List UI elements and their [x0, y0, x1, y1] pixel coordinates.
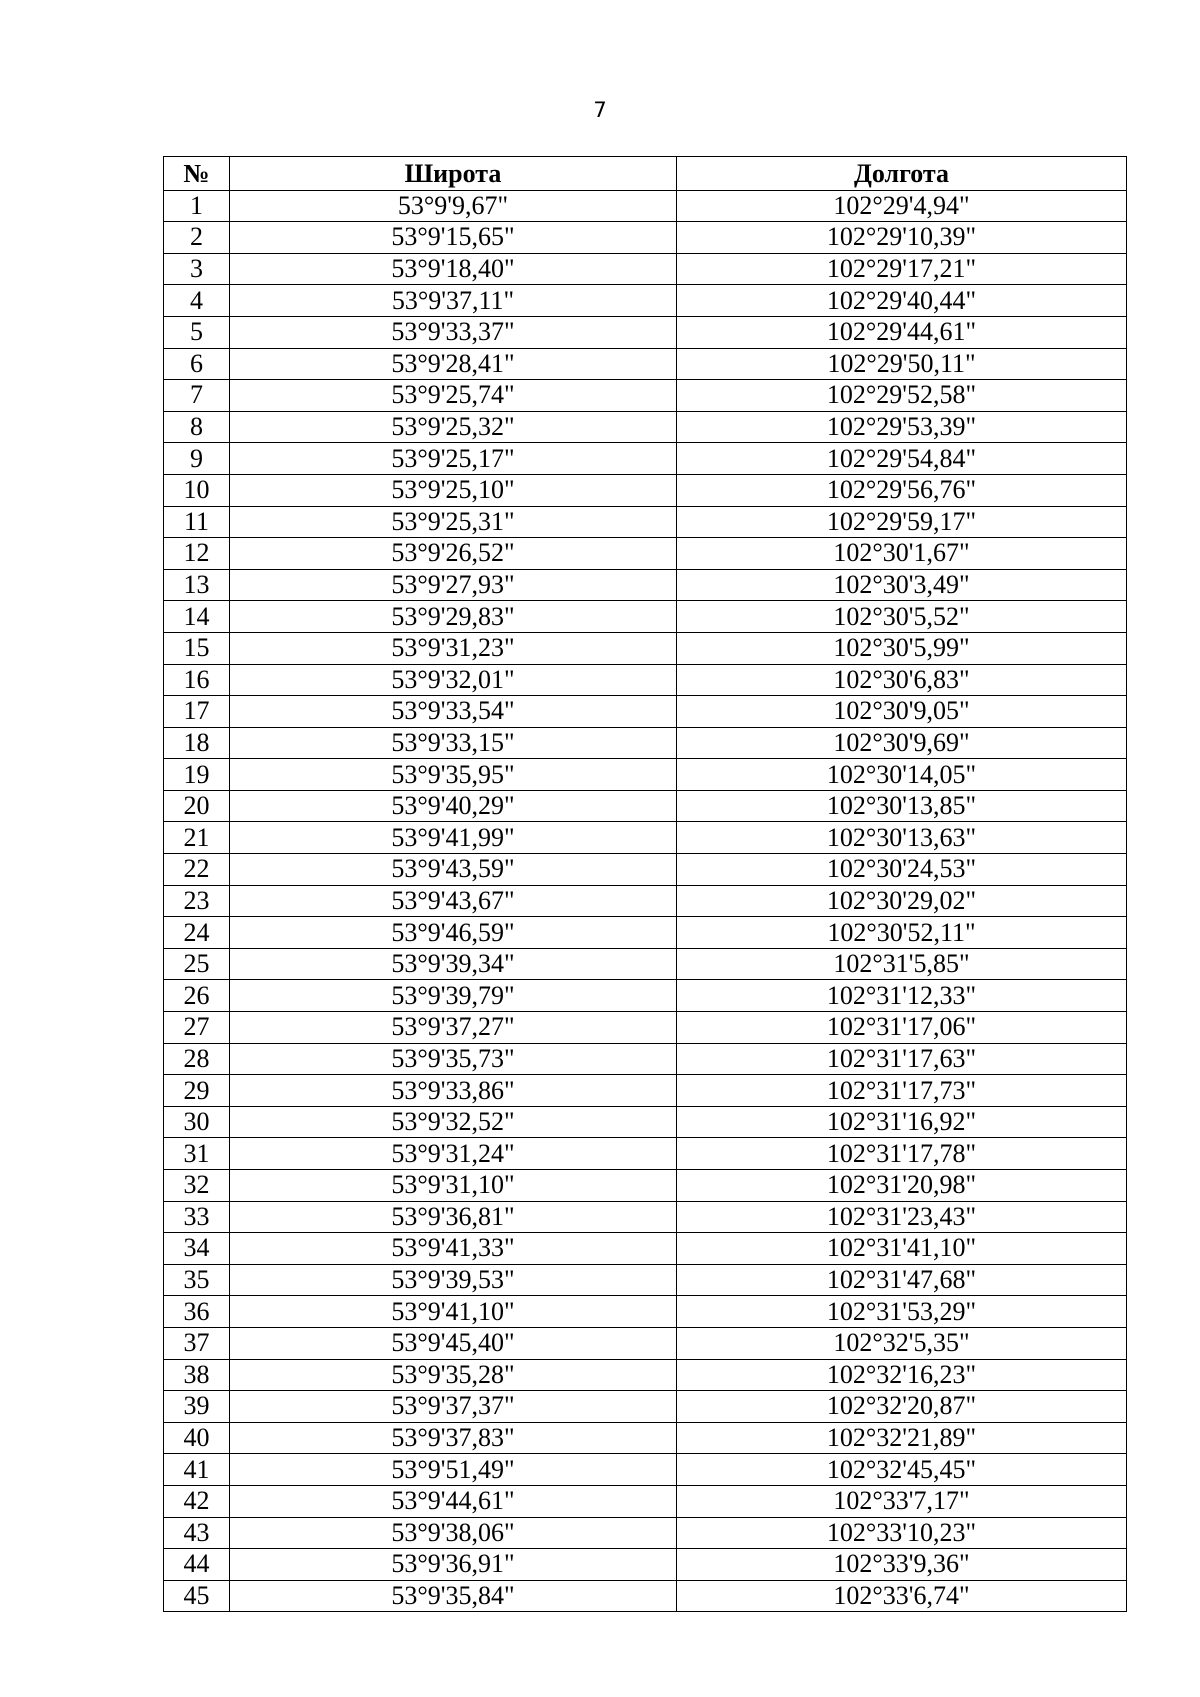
- table-row: [164, 474, 1127, 506]
- latitude-cell: 53°9'36,81": [230, 1201, 677, 1233]
- longitude-cell: 102°31'16,92": [677, 1106, 1127, 1138]
- table-row: [164, 917, 1127, 949]
- table-row: [164, 443, 1127, 475]
- point-number-cell: 38: [164, 1359, 230, 1391]
- point-number-cell: 14: [164, 601, 230, 633]
- latitude-cell: 53°9'26,52": [230, 538, 677, 570]
- latitude-cell: 53°9'37,27": [230, 1012, 677, 1044]
- longitude-cell: 102°30'13,85": [677, 790, 1127, 822]
- point-number-cell: 26: [164, 980, 230, 1012]
- latitude-cell: 53°9'31,23": [230, 632, 677, 664]
- longitude-cell: 102°30'13,63": [677, 822, 1127, 854]
- longitude-cell: 102°31'53,29": [677, 1296, 1127, 1328]
- longitude-cell: 102°29'59,17": [677, 506, 1127, 538]
- longitude-cell: 102°30'1,67": [677, 538, 1127, 570]
- table-body: [164, 190, 1127, 1612]
- longitude-cell: 102°29'53,39": [677, 411, 1127, 443]
- longitude-cell: 102°30'5,52": [677, 601, 1127, 633]
- table-row: [164, 1549, 1127, 1581]
- point-number-cell: 5: [164, 316, 230, 348]
- table-row: [164, 601, 1127, 633]
- point-number-cell: 24: [164, 917, 230, 949]
- latitude-cell: 53°9'36,91": [230, 1549, 677, 1581]
- table-row: [164, 316, 1127, 348]
- latitude-cell: 53°9'39,53": [230, 1264, 677, 1296]
- longitude-cell: 102°31'17,78": [677, 1138, 1127, 1170]
- point-number-cell: 1: [164, 190, 230, 222]
- latitude-cell: 53°9'43,67": [230, 885, 677, 917]
- longitude-cell: 102°29'56,76": [677, 474, 1127, 506]
- longitude-cell: 102°32'5,35": [677, 1327, 1127, 1359]
- table-row: [164, 980, 1127, 1012]
- point-number-cell: 18: [164, 727, 230, 759]
- point-number-cell: 12: [164, 538, 230, 570]
- table-row: [164, 1043, 1127, 1075]
- table-row: [164, 1327, 1127, 1359]
- latitude-cell: 53°9'33,15": [230, 727, 677, 759]
- longitude-cell: 102°31'12,33": [677, 980, 1127, 1012]
- point-number-cell: 15: [164, 632, 230, 664]
- longitude-cell: 102°32'21,89": [677, 1422, 1127, 1454]
- latitude-cell: 53°9'35,28": [230, 1359, 677, 1391]
- point-number-cell: 27: [164, 1012, 230, 1044]
- point-number-cell: 8: [164, 411, 230, 443]
- longitude-cell: 102°31'23,43": [677, 1201, 1127, 1233]
- table-row: [164, 1517, 1127, 1549]
- table-row: [164, 885, 1127, 917]
- longitude-cell: 102°33'6,74": [677, 1580, 1127, 1612]
- table-row: [164, 1422, 1127, 1454]
- longitude-cell: 102°29'10,39": [677, 222, 1127, 254]
- table-row: [164, 380, 1127, 412]
- longitude-cell: 102°31'17,73": [677, 1075, 1127, 1107]
- longitude-cell: 102°31'20,98": [677, 1170, 1127, 1202]
- latitude-cell: 53°9'39,34": [230, 948, 677, 980]
- latitude-cell: 53°9'33,37": [230, 316, 677, 348]
- latitude-cell: 53°9'37,37": [230, 1391, 677, 1423]
- table-row: [164, 948, 1127, 980]
- latitude-cell: 53°9'37,83": [230, 1422, 677, 1454]
- latitude-cell: 53°9'37,11": [230, 285, 677, 317]
- table-row: [164, 538, 1127, 570]
- latitude-cell: 53°9'41,10": [230, 1296, 677, 1328]
- latitude-cell: 53°9'51,49": [230, 1454, 677, 1486]
- longitude-cell: 102°31'17,63": [677, 1043, 1127, 1075]
- latitude-cell: 53°9'18,40": [230, 253, 677, 285]
- longitude-cell: 102°29'4,94": [677, 190, 1127, 222]
- point-number-cell: 6: [164, 348, 230, 380]
- latitude-cell: 53°9'25,31": [230, 506, 677, 538]
- latitude-cell: 53°9'46,59": [230, 917, 677, 949]
- table-row: [164, 727, 1127, 759]
- point-number-cell: 40: [164, 1422, 230, 1454]
- latitude-cell: 53°9'45,40": [230, 1327, 677, 1359]
- table-row: [164, 1233, 1127, 1265]
- page-number: 7: [593, 98, 607, 122]
- longitude-cell: 102°30'5,99": [677, 632, 1127, 664]
- latitude-cell: 53°9'29,83": [230, 601, 677, 633]
- point-number-cell: 39: [164, 1391, 230, 1423]
- latitude-cell: 53°9'32,01": [230, 664, 677, 696]
- longitude-cell: 102°29'52,58": [677, 380, 1127, 412]
- longitude-cell: 102°29'54,84": [677, 443, 1127, 475]
- point-number-cell: 4: [164, 285, 230, 317]
- point-number-cell: 33: [164, 1201, 230, 1233]
- point-number-cell: 13: [164, 569, 230, 601]
- table-row: [164, 1580, 1127, 1612]
- latitude-cell: 53°9'35,84": [230, 1580, 677, 1612]
- table-row: [164, 1296, 1127, 1328]
- latitude-cell: 53°9'27,93": [230, 569, 677, 601]
- table-row: [164, 1264, 1127, 1296]
- longitude-cell: 102°33'9,36": [677, 1549, 1127, 1581]
- latitude-cell: 53°9'38,06": [230, 1517, 677, 1549]
- point-number-cell: 3: [164, 253, 230, 285]
- point-number-cell: 34: [164, 1233, 230, 1265]
- point-number-cell: 19: [164, 759, 230, 791]
- longitude-cell: 102°32'16,23": [677, 1359, 1127, 1391]
- longitude-cell: 102°30'14,05": [677, 759, 1127, 791]
- longitude-cell: 102°30'6,83": [677, 664, 1127, 696]
- latitude-cell: 53°9'25,74": [230, 380, 677, 412]
- point-number-cell: 20: [164, 790, 230, 822]
- point-number-cell: 21: [164, 822, 230, 854]
- table-row: [164, 285, 1127, 317]
- table-row: [164, 348, 1127, 380]
- coordinates-table: [163, 156, 1127, 1612]
- latitude-cell: 53°9'33,86": [230, 1075, 677, 1107]
- table-row: [164, 1485, 1127, 1517]
- table-row: [164, 569, 1127, 601]
- longitude-cell: 102°32'20,87": [677, 1391, 1127, 1423]
- latitude-cell: 53°9'43,59": [230, 854, 677, 886]
- table-row: [164, 1012, 1127, 1044]
- table-row: [164, 790, 1127, 822]
- table-row: [164, 253, 1127, 285]
- point-number-cell: 45: [164, 1580, 230, 1612]
- point-number-cell: 44: [164, 1549, 230, 1581]
- latitude-cell: 53°9'39,79": [230, 980, 677, 1012]
- point-number-cell: 35: [164, 1264, 230, 1296]
- latitude-cell: 53°9'25,10": [230, 474, 677, 506]
- longitude-cell: 102°32'45,45": [677, 1454, 1127, 1486]
- latitude-cell: 53°9'25,32": [230, 411, 677, 443]
- latitude-cell: 53°9'35,95": [230, 759, 677, 791]
- latitude-cell: 53°9'31,24": [230, 1138, 677, 1170]
- point-number-cell: 42: [164, 1485, 230, 1517]
- latitude-cell: 53°9'15,65": [230, 222, 677, 254]
- point-number-cell: 17: [164, 696, 230, 728]
- table-row: [164, 759, 1127, 791]
- latitude-cell: 53°9'41,33": [230, 1233, 677, 1265]
- latitude-cell: 53°9'44,61": [230, 1485, 677, 1517]
- latitude-cell: 53°9'9,67": [230, 190, 677, 222]
- point-number-cell: 10: [164, 474, 230, 506]
- table-row: [164, 632, 1127, 664]
- latitude-cell: 53°9'35,73": [230, 1043, 677, 1075]
- table-row: [164, 664, 1127, 696]
- table-row: [164, 1454, 1127, 1486]
- header-number: №: [164, 157, 230, 191]
- point-number-cell: 25: [164, 948, 230, 980]
- longitude-cell: 102°30'3,49": [677, 569, 1127, 601]
- point-number-cell: 2: [164, 222, 230, 254]
- point-number-cell: 7: [164, 380, 230, 412]
- point-number-cell: 23: [164, 885, 230, 917]
- latitude-cell: 53°9'31,10": [230, 1170, 677, 1202]
- point-number-cell: 28: [164, 1043, 230, 1075]
- point-number-cell: 32: [164, 1170, 230, 1202]
- point-number-cell: 30: [164, 1106, 230, 1138]
- longitude-cell: 102°30'29,02": [677, 885, 1127, 917]
- longitude-cell: 102°31'41,10": [677, 1233, 1127, 1265]
- table-row: [164, 854, 1127, 886]
- point-number-cell: 41: [164, 1454, 230, 1486]
- longitude-cell: 102°31'17,06": [677, 1012, 1127, 1044]
- latitude-cell: 53°9'33,54": [230, 696, 677, 728]
- longitude-cell: 102°33'10,23": [677, 1517, 1127, 1549]
- longitude-cell: 102°30'24,53": [677, 854, 1127, 886]
- longitude-cell: 102°30'52,11": [677, 917, 1127, 949]
- point-number-cell: 16: [164, 664, 230, 696]
- latitude-cell: 53°9'28,41": [230, 348, 677, 380]
- table-row: [164, 222, 1127, 254]
- header-longitude: Долгота: [677, 157, 1127, 191]
- table-row: [164, 506, 1127, 538]
- longitude-cell: 102°31'5,85": [677, 948, 1127, 980]
- point-number-cell: 22: [164, 854, 230, 886]
- point-number-cell: 43: [164, 1517, 230, 1549]
- table-row: [164, 1170, 1127, 1202]
- table-header-row: [164, 157, 1127, 191]
- point-number-cell: 36: [164, 1296, 230, 1328]
- header-latitude: Широта: [230, 157, 677, 191]
- latitude-cell: 53°9'32,52": [230, 1106, 677, 1138]
- table-row: [164, 1106, 1127, 1138]
- table-row: [164, 190, 1127, 222]
- longitude-cell: 102°33'7,17": [677, 1485, 1127, 1517]
- latitude-cell: 53°9'25,17": [230, 443, 677, 475]
- table-row: [164, 411, 1127, 443]
- table-row: [164, 1075, 1127, 1107]
- longitude-cell: 102°29'44,61": [677, 316, 1127, 348]
- point-number-cell: 37: [164, 1327, 230, 1359]
- longitude-cell: 102°31'47,68": [677, 1264, 1127, 1296]
- longitude-cell: 102°29'17,21": [677, 253, 1127, 285]
- latitude-cell: 53°9'41,99": [230, 822, 677, 854]
- table-row: [164, 822, 1127, 854]
- table-row: [164, 1138, 1127, 1170]
- point-number-cell: 31: [164, 1138, 230, 1170]
- point-number-cell: 9: [164, 443, 230, 475]
- table-row: [164, 1201, 1127, 1233]
- longitude-cell: 102°29'50,11": [677, 348, 1127, 380]
- longitude-cell: 102°30'9,05": [677, 696, 1127, 728]
- longitude-cell: 102°29'40,44": [677, 285, 1127, 317]
- point-number-cell: 29: [164, 1075, 230, 1107]
- point-number-cell: 11: [164, 506, 230, 538]
- table-row: [164, 1391, 1127, 1423]
- longitude-cell: 102°30'9,69": [677, 727, 1127, 759]
- table-row: [164, 1359, 1127, 1391]
- latitude-cell: 53°9'40,29": [230, 790, 677, 822]
- table-row: [164, 696, 1127, 728]
